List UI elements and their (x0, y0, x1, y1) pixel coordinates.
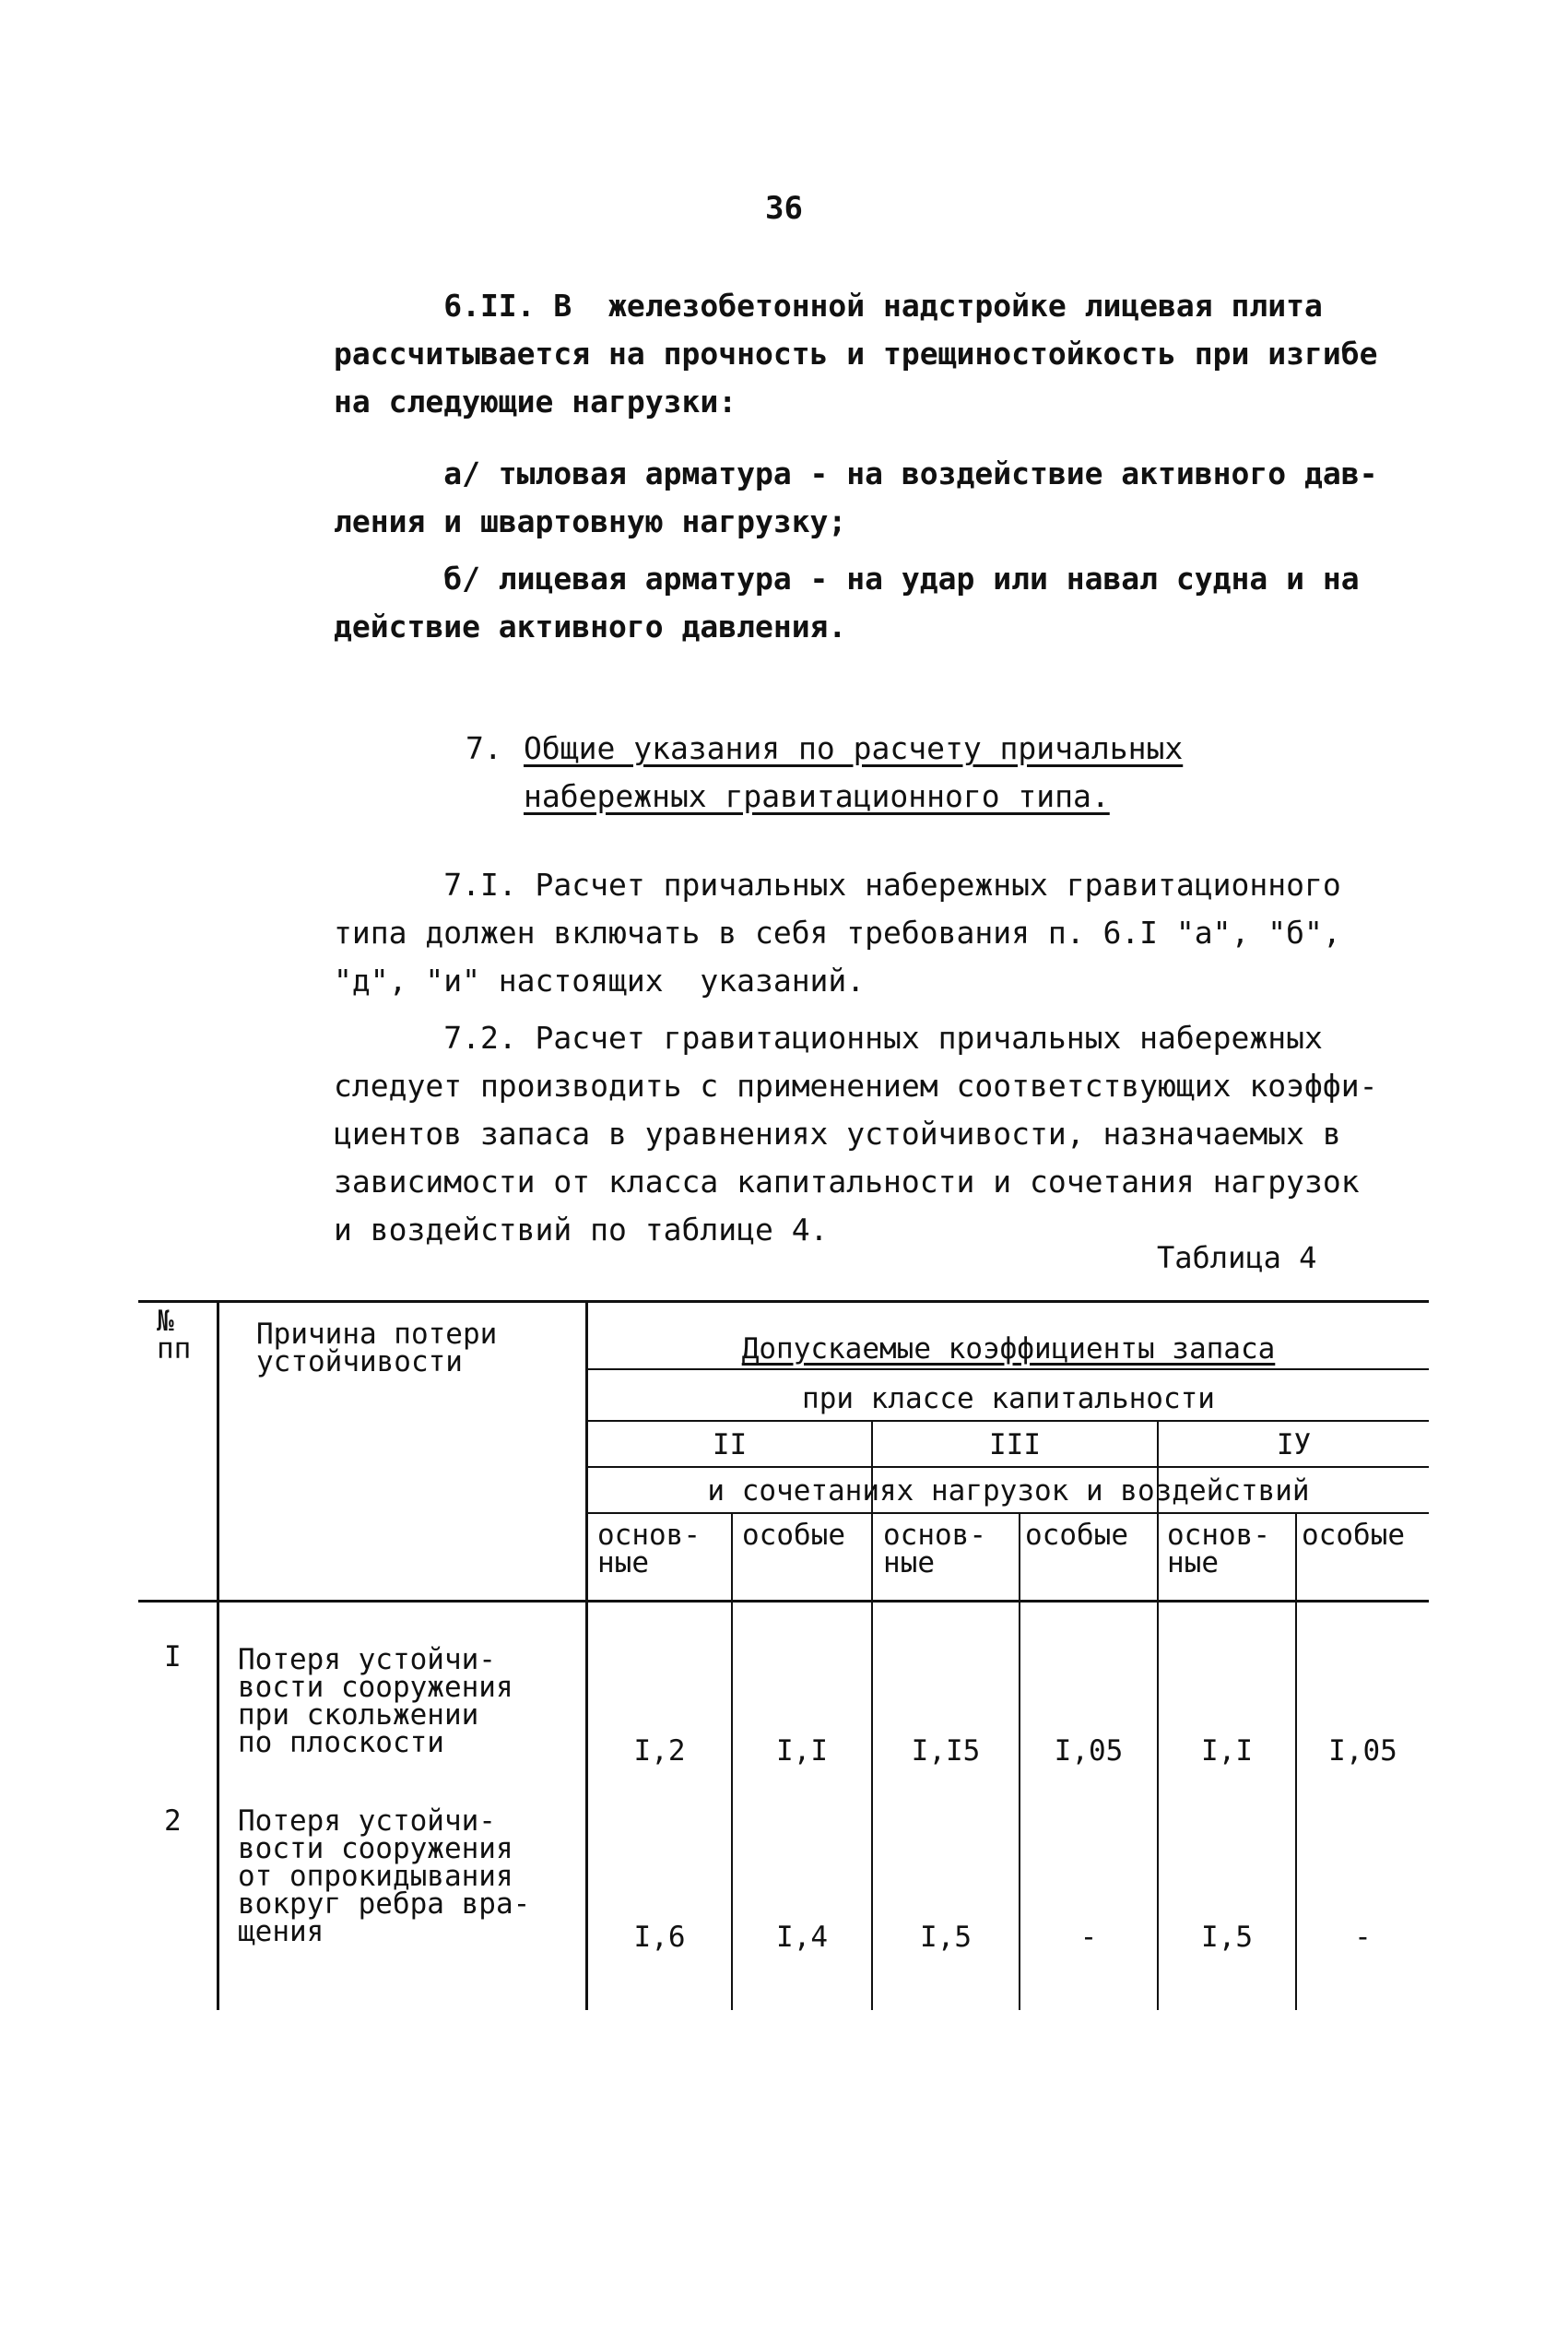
para-6-11-line-1: 6.II. В железобетонной надстройке лицевая плита (334, 288, 1323, 324)
header-sub-5: основ- ные (1167, 1519, 1270, 1579)
header-group-title: Допускаемые коэффициенты запаса (741, 1332, 1276, 1366)
row-1-num: I (164, 1640, 182, 1674)
vrule-c4 (1157, 1420, 1159, 2010)
header-class-1: II (712, 1428, 748, 1461)
para-7-2-line-2: следует производить с применением соответствующих коэффи- (334, 1068, 1378, 1104)
row-2-num: 2 (164, 1804, 182, 1838)
row-2-value-3: I,5 (920, 1921, 972, 1954)
row-1-cause: Потеря устойчи- вости сооружения при скольжении по плоскости (238, 1643, 513, 1759)
para-7-2-line-3: циентов запаса в уравнениях устойчивости, назначаемых в (334, 1116, 1341, 1152)
rule-group (585, 1368, 1429, 1370)
row-1-value-2: I,I (776, 1734, 828, 1768)
header-sub-1: основ- ные (597, 1519, 701, 1579)
row-1-value-6: I,05 (1328, 1734, 1397, 1768)
item-b-line-1: б/ лицевая арматура - на удар или навал судна и на (334, 561, 1360, 597)
rule-class (585, 1420, 1429, 1422)
header-combo-title: и сочетаниях нагрузок и воздействий (707, 1474, 1310, 1508)
header-sub-6: особые (1302, 1519, 1405, 1552)
header-num: № пп (157, 1305, 192, 1366)
rule-header-bottom (138, 1600, 1429, 1603)
row-1-value-5: I,I (1201, 1734, 1253, 1768)
row-2-value-6: - (1354, 1921, 1372, 1954)
row-1-value-3: I,I5 (911, 1734, 981, 1768)
item-a-line-1: а/ тыловая арматура - на воздействие активного дав- (334, 455, 1378, 491)
row-2-value-2: I,4 (776, 1921, 828, 1954)
para-6-11-line-3: на следующие нагрузки: (334, 384, 737, 420)
para-7-1-line-1: 7.I. Расчет причальных набережных гравитационного (334, 867, 1341, 903)
row-2-value-4: - (1079, 1921, 1098, 1954)
row-1-value-4: I,05 (1054, 1734, 1124, 1768)
item-b-line-2: действие активного давления. (334, 609, 847, 645)
row-2-value-1: I,6 (633, 1921, 686, 1954)
para-7-2-line-4: зависимости от класса капитальности и сочетания нагрузок (334, 1164, 1360, 1200)
header-cause: Причина потери устойчивости (256, 1318, 498, 1378)
para-7-2-line-5: и воздействий по таблице 4. (334, 1212, 829, 1248)
section-7-title-line-2: набережных гравитационного типа. (524, 778, 1110, 814)
row-2-cause: Потеря устойчи- вости сооружения от опрокидывания вокруг ребра вра- щения (238, 1804, 531, 1948)
header-class-3: IУ (1276, 1428, 1312, 1461)
vrule-c2 (871, 1420, 873, 2010)
rule-combo (585, 1512, 1429, 1514)
header-sub-2: особые (742, 1519, 845, 1552)
para-7-1-line-2: типа должен включать в себя требования п. 6.I "а", "б", (334, 915, 1341, 951)
header-class-title: при классе капитальности (802, 1382, 1215, 1415)
table-caption: Таблица 4 (1157, 1240, 1317, 1275)
section-7-number: 7. (466, 730, 502, 766)
row-2-value-5: I,5 (1201, 1921, 1253, 1954)
header-sub-3: основ- ные (883, 1519, 986, 1579)
header-class-2: III (989, 1428, 1041, 1461)
para-6-11-line-2: рассчитывается на прочность и трещиностойкость при изгибе (334, 336, 1378, 372)
para-7-1-line-3: "д", "и" настоящих указаний. (334, 963, 866, 999)
vrule-num (217, 1300, 219, 2010)
rule-classes (585, 1466, 1429, 1468)
header-sub-4: особые (1025, 1519, 1128, 1552)
item-a-line-2: ления и швартовную нагрузку; (334, 503, 847, 539)
para-7-2-line-1: 7.2. Расчет гравитационных причальных набережных (334, 1020, 1323, 1056)
row-1-value-1: I,2 (633, 1734, 686, 1768)
page-number: 36 (765, 190, 803, 227)
table-top-rule (138, 1300, 1429, 1303)
section-7-title-line-1: Общие указания по расчету причальных (524, 730, 1184, 766)
